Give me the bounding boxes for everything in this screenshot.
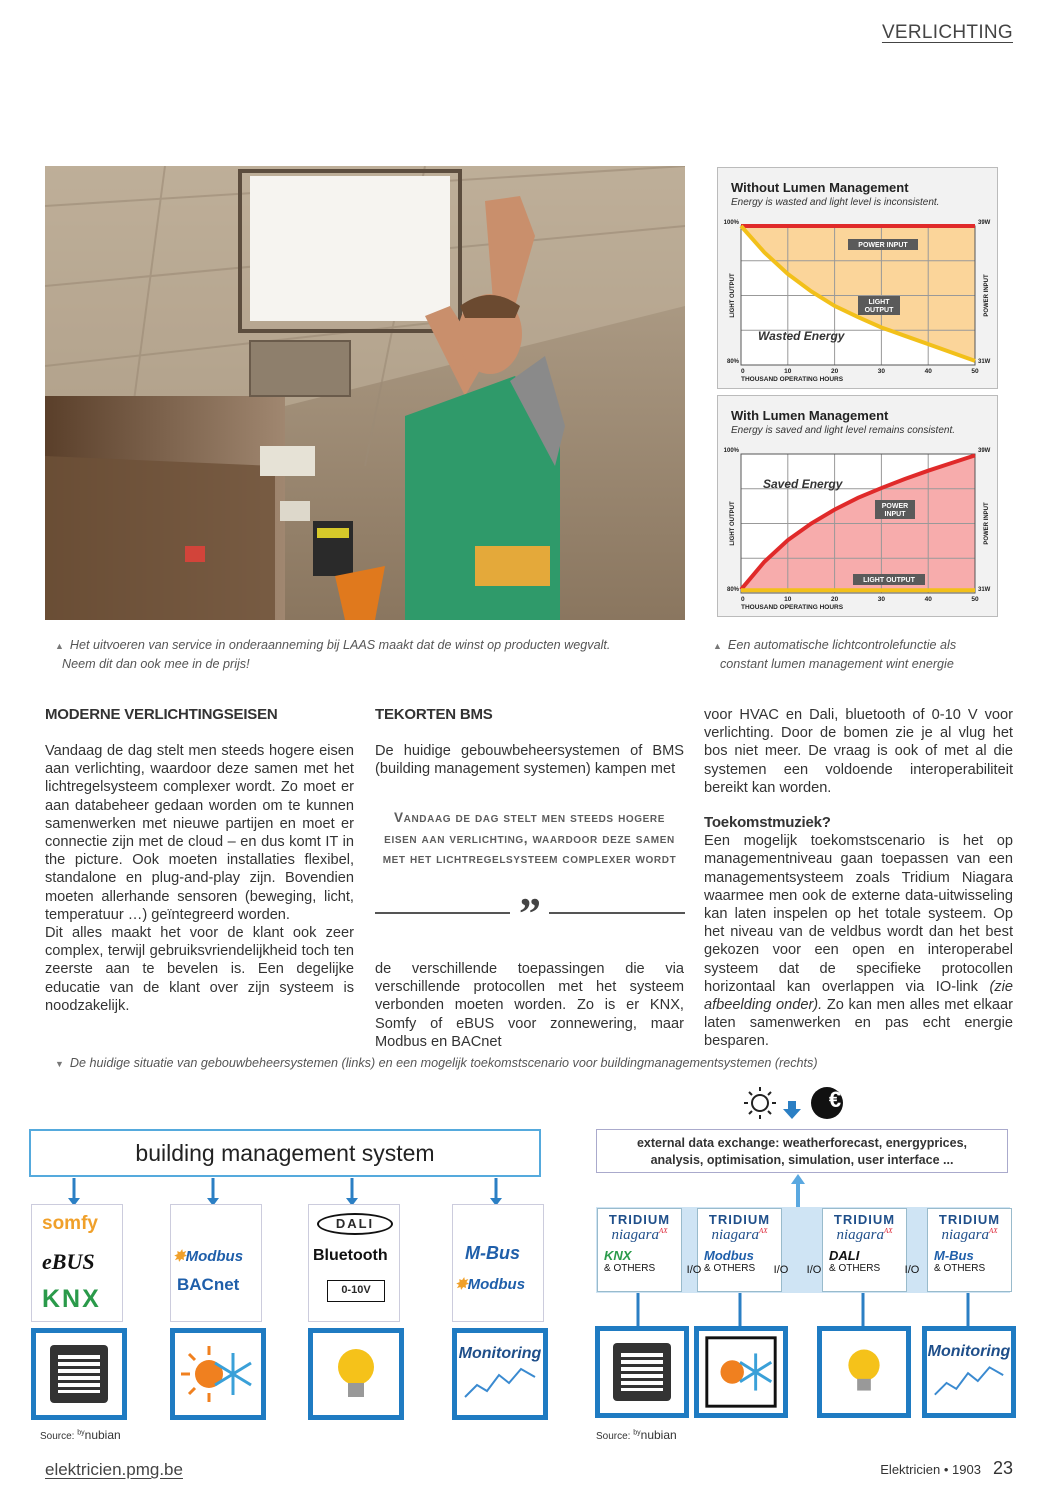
io-link-label: I/O (904, 1264, 920, 1276)
caption-triangle-icon: ▲ (713, 641, 722, 651)
bluetooth-logo: Bluetooth (313, 1247, 388, 1264)
diagram-future-bms (590, 1080, 1020, 1450)
knx-logo: KNX (42, 1285, 101, 1313)
heading-tekorten: TEKORTEN BMS (375, 706, 493, 723)
euro-icon: € (828, 1087, 842, 1112)
x-tick-label: 50 (971, 368, 979, 375)
tick-label-39w: 39W (978, 220, 991, 226)
x-tick-label: 0 (741, 368, 745, 375)
chart-line-icon (457, 1363, 543, 1403)
x-tick-label: 20 (830, 596, 839, 603)
paragraph: Vandaag de dag stelt men steeds hogere eisen aan verlichting, waardoor deze samen met het lichtregelsysteem complexer wordt. Zo moet er aan databeheer gedaan worden om te kunnen samenwerken met nieuwe partijen en moet er connectie zijn met de cloud – en dus komt IT in the picture. Ook moeten installaties flexibel, standalone en plug-and-play zijn. Bovendien moeten allerhande sensoren (beweging, licht, temperatuur …) geïntegreerd worden. (45, 743, 354, 923)
others-label: & OTHERS (604, 1263, 656, 1274)
column-3 (704, 706, 1013, 1051)
modbus-logo (455, 1275, 525, 1293)
tridium-logo: TRIDIUM (708, 1212, 771, 1227)
light-output-label: OUTPUT (864, 307, 894, 314)
paragraph: De huidige gebouwbeheersystemen of BMS (building management systemen) kampen met (375, 743, 684, 778)
tick-label-100: 100% (723, 220, 739, 226)
issue-number: 1903 (952, 1462, 981, 1477)
modbus-star-icon: ✸ (173, 1248, 186, 1265)
photo-caption-line2: Neem dit dan ook mee in de prijs! (62, 657, 250, 671)
monitoring-label: Monitoring (458, 1345, 542, 1362)
chart-with-lumen (717, 395, 998, 617)
source-credit (40, 1428, 121, 1442)
tridium-controller (597, 1208, 682, 1292)
column-2-top (375, 742, 684, 778)
source-label: Source: (596, 1431, 631, 1442)
tick-label-31w: 31W (978, 359, 991, 365)
protocol-panel-3 (308, 1204, 400, 1322)
protocol-logo: DALI (829, 1248, 860, 1263)
lightbulb-icon (313, 1333, 399, 1415)
mbus-logo: M-Bus (465, 1243, 520, 1263)
quote-rule-left (375, 912, 510, 914)
blinds-icon (50, 1345, 108, 1403)
y-axis-label-right: POWER INPUT (984, 274, 990, 317)
caption-triangle-down-icon: ▼ (55, 1059, 64, 1069)
dali-logo: DALI (317, 1213, 393, 1235)
chart-without-lumen (717, 167, 998, 389)
photo-caption (55, 636, 695, 673)
column-1 (45, 742, 354, 1015)
chart-plot (718, 396, 999, 618)
magazine-name: Elektricien (880, 1462, 941, 1477)
niagara-sup: AX (758, 1227, 768, 1235)
chart-title: Without Lumen Management (731, 180, 909, 195)
blinds-device (31, 1328, 127, 1420)
technician-photo (45, 166, 685, 620)
chart-plot (718, 168, 999, 390)
hvac-icon (175, 1333, 261, 1415)
source-brand: nubian (640, 1428, 677, 1442)
text: Zo kan men alles met elkaar laten samenwerken en pas echt energie besparen. (704, 997, 1013, 1050)
x-tick-label: 30 (877, 596, 886, 603)
source-prefix: by (77, 1429, 85, 1437)
area-label: Saved Energy (763, 477, 843, 491)
protocol-logo: KNX (604, 1248, 632, 1263)
niagara-sup: AX (658, 1227, 668, 1235)
hvac-device (694, 1326, 788, 1418)
modbus-star-icon: ✸ (455, 1276, 468, 1293)
tridium-controller (697, 1208, 782, 1292)
protocol-logo: M-Bus (934, 1248, 974, 1263)
diagram-current-bms (28, 1080, 568, 1450)
x-axis-label: THOUSAND OPERATING HOURS (741, 376, 844, 383)
bullet: • (943, 1462, 949, 1477)
modbus-label: Modbus (185, 1248, 244, 1265)
blinds-icon (613, 1343, 671, 1401)
diagram-caption-text: De huidige situatie van gebouwbeheersystemen (links) en een mogelijk toekomstscenario voor buildingmanagementsystemen (rechts) (69, 1056, 818, 1070)
modbus-label: Modbus (467, 1276, 526, 1293)
source-credit (596, 1428, 677, 1442)
x-tick-label: 50 (971, 596, 979, 603)
light-output-label: LIGHT OUTPUT (863, 577, 915, 584)
tridium-controller (927, 1208, 1012, 1292)
text: Een mogelijk toekomstscenario is het op managementniveau gaan toepassen van een managementsysteem zoals Tridium Niagara waarmee men ook de externe data-uitwisseling kan laten inspelen op het totale systeem. Op het niveau van de veldbus wordt dan het best gekozen voor een open en interoperabel systeem dat de specifieke protocollen horizontaal kan overlappen via IO-link (704, 833, 1013, 995)
area-label: Wasted Energy (758, 329, 845, 343)
y-axis-label: LIGHT OUTPUT (730, 273, 736, 318)
bms-title: building management system (29, 1129, 541, 1177)
power-input-label: POWER (881, 503, 909, 510)
tick-label-100: 100% (723, 448, 739, 454)
protocol-panel-4 (452, 1204, 544, 1322)
paragraph (704, 832, 1013, 1050)
lightbulb-icon (822, 1331, 906, 1413)
x-tick-label: 20 (830, 368, 839, 375)
chart-caption (713, 636, 1003, 673)
heading-toekomst: Toekomstmuziek? (704, 814, 831, 832)
protocol-logo: Modbus (704, 1248, 754, 1263)
y-axis-label: LIGHT OUTPUT (730, 501, 736, 546)
tick-label-80: 80% (726, 587, 739, 593)
column-2-bottom (375, 960, 684, 1051)
bacnet-logo: BACnet (177, 1275, 240, 1294)
niagara-sup: AX (988, 1227, 998, 1235)
footer-url[interactable]: elektricien.pmg.be (45, 1460, 183, 1479)
x-axis-label: THOUSAND OPERATING HOURS (741, 604, 844, 611)
section-tag: VERLICHTING (881, 22, 1013, 43)
lighting-device (308, 1328, 404, 1420)
io-link-label: I/O (806, 1264, 822, 1276)
diagram-caption (55, 1054, 1015, 1073)
monitoring-device (922, 1326, 1016, 1418)
caption-triangle-icon: ▲ (55, 641, 64, 651)
tick-label-80: 80% (726, 359, 739, 365)
source-prefix: by (633, 1429, 641, 1437)
paragraph: de verschillende toepassingen die via verschillende protocollen met het systeem verbonden moeten worden. Zo is er KNX, Somfy of eBUS voor zonnewering, maar Modbus en BACnet (375, 961, 684, 1050)
niagara-logo: niagara$^{AX}$ (941, 1227, 998, 1243)
x-tick-label: 30 (877, 368, 886, 375)
source-label: Source: (40, 1431, 75, 1442)
quote-mark-icon: ” (519, 889, 541, 938)
protocol-panel-2 (170, 1204, 262, 1322)
power-input-label: INPUT (884, 511, 906, 518)
chart-subtitle: Energy is saved and light level remains consistent. (731, 425, 956, 436)
y-axis-label-right: POWER INPUT (984, 502, 990, 545)
tridium-logo: TRIDIUM (833, 1212, 896, 1227)
protocol-panel-1 (31, 1204, 123, 1322)
chart-subtitle: Energy is wasted and light level is inconsistent. (731, 197, 940, 208)
tick-label-31w: 31W (978, 587, 991, 593)
tridium-controller (822, 1208, 907, 1292)
external-data-box: external data exchange: weatherforecast, energyprices, analysis, optimisation, simulation, user interface ... (596, 1129, 1008, 1173)
x-tick-label: 40 (924, 596, 932, 603)
io-link-label: I/O (686, 1264, 702, 1276)
niagara-logo: niagara$^{AX}$ (711, 1227, 768, 1243)
x-tick-label: 10 (784, 368, 792, 375)
pull-quote: Vandaag de dag stelt men steeds hogere eisen aan verlichting, waardoor deze samen met het lichtregelsysteem complexer wordt (382, 810, 677, 866)
ebus-logo: eBUS (42, 1249, 95, 1274)
zero-ten-v-logo: 0-10V (327, 1280, 385, 1302)
paragraph: voor HVAC en Dali, bluetooth of 0-10 V voor verlichting. Door de bomen zie je al vlug het bos niet meer. De vraag is ook of met al die systemen een voldoende interoperabiliteit bereikt kan worden. (704, 707, 1013, 796)
paragraph: Dit alles maakt het voor de klant ook zeer complex, terwijl gebruiksvriendelijkheid toch ten zeerste aan te bevelen is. Een degelijke educatie van de klant over zijn systeem is noodzakelijk. (45, 925, 354, 1014)
page-number: 23 (992, 1458, 1013, 1478)
monitoring-label: Monitoring (927, 1343, 1011, 1360)
monitoring-device (452, 1328, 548, 1420)
lighting-device (817, 1326, 911, 1418)
others-label: & OTHERS (704, 1263, 756, 1274)
quote-rule-right (549, 912, 685, 914)
io-link-label: I/O (773, 1264, 789, 1276)
x-tick-label: 10 (784, 596, 792, 603)
x-tick-label: 0 (741, 596, 745, 603)
chart-caption-line2: constant lumen management wint energie (720, 657, 954, 671)
power-input-label: POWER INPUT (858, 242, 908, 249)
x-tick-label: 40 (924, 368, 932, 375)
others-label: & OTHERS (934, 1263, 986, 1274)
chart-line-icon (927, 1361, 1011, 1401)
tridium-logo: TRIDIUM (938, 1212, 1001, 1227)
photo-caption-line1: Het uitvoeren van service in onderaanneming bij LAAS maakt dat de winst op producten wegvalt. (69, 638, 611, 652)
niagara-logo: niagara$^{AX}$ (836, 1227, 893, 1243)
somfy-logo: somfy (42, 1213, 98, 1234)
chart-caption-line1: Een automatische lichtcontrolefunctie als (727, 638, 957, 652)
tick-label-39w: 39W (978, 448, 991, 454)
modbus-logo (173, 1247, 243, 1265)
hvac-icon (699, 1331, 783, 1413)
light-output-label: LIGHT (868, 299, 890, 306)
chart-title: With Lumen Management (731, 408, 889, 423)
niagara-sup: AX (883, 1227, 893, 1235)
tridium-logo: TRIDIUM (608, 1212, 671, 1227)
heading-moderne: MODERNE VERLICHTINGSEISEN (45, 706, 278, 723)
text: (zie afbeelding onder). (704, 978, 1013, 1014)
hvac-device (170, 1328, 266, 1420)
footer-issue (880, 1458, 1013, 1479)
others-label: & OTHERS (829, 1263, 881, 1274)
niagara-logo: niagara$^{AX}$ (611, 1227, 668, 1243)
blinds-device (595, 1326, 689, 1418)
source-brand: nubian (84, 1428, 121, 1442)
